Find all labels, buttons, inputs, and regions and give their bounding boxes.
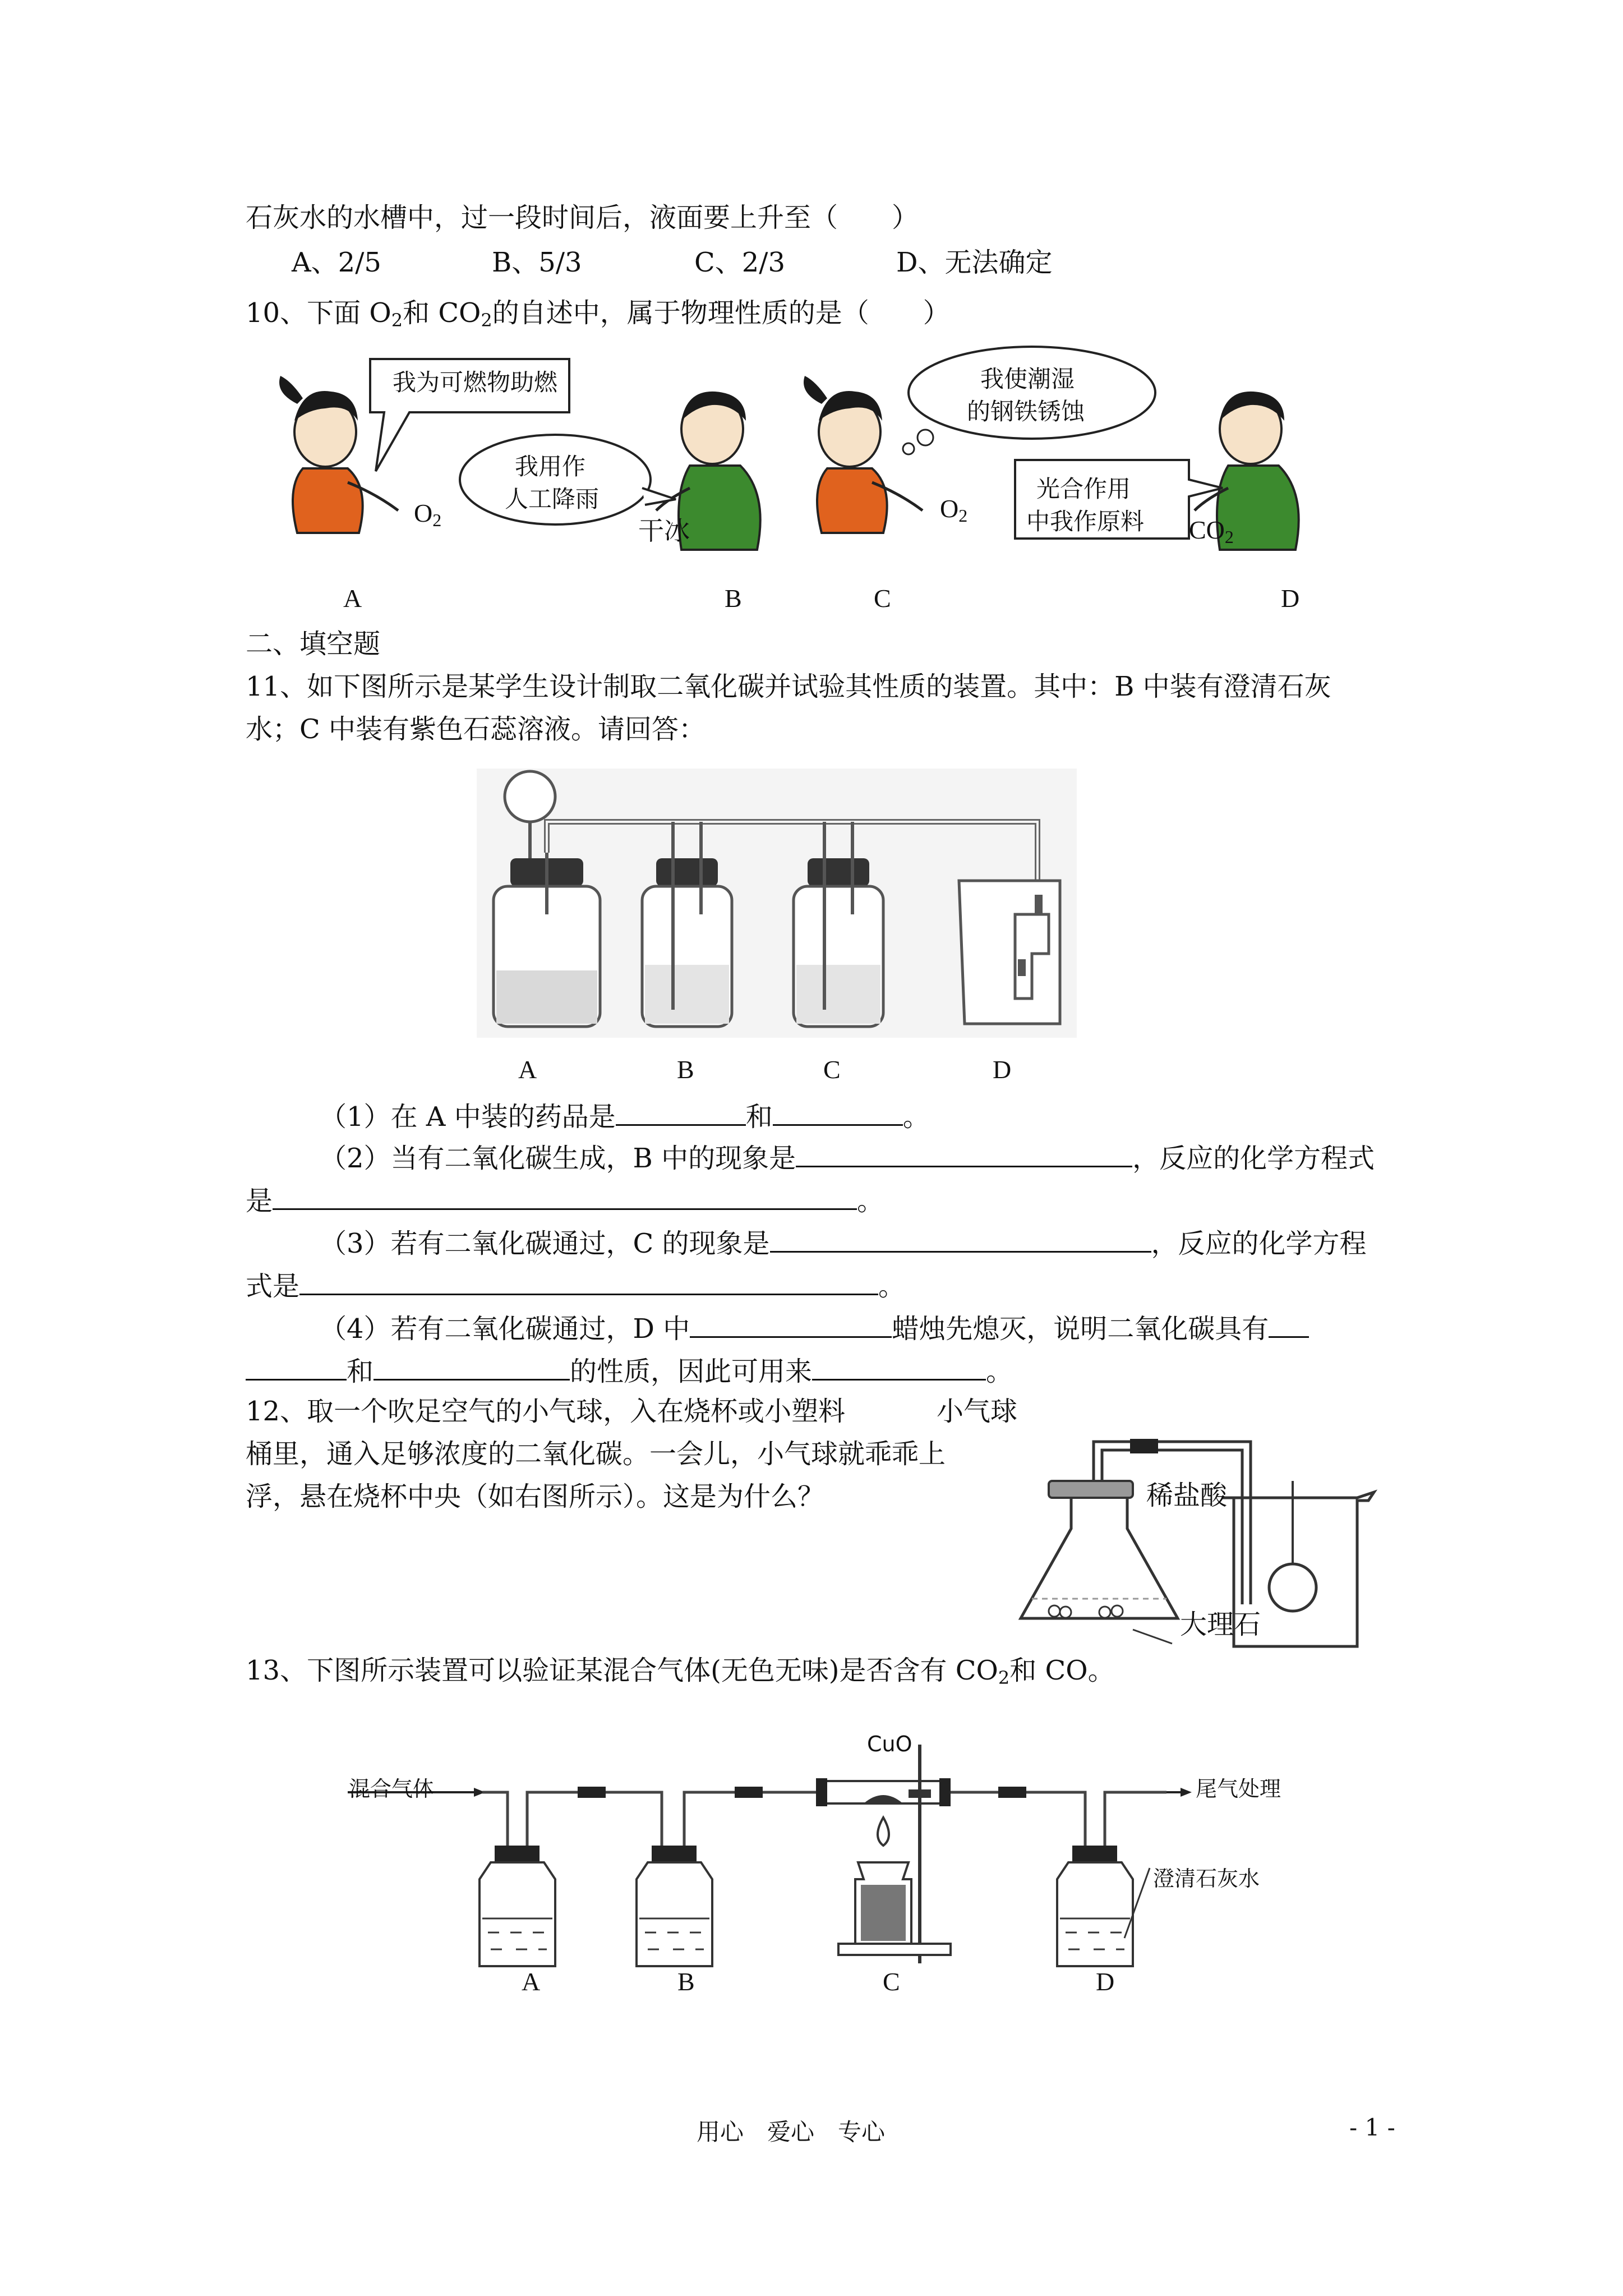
q12-label-marble: 大理石 — [1180, 1609, 1261, 1640]
bottle-a — [479, 1846, 555, 1966]
bottle-d — [1057, 1846, 1150, 1966]
q12-line-2: 桶里，通入足够浓度的二氧化碳。一会儿，小气球就乖乖上 — [246, 1438, 946, 1470]
q11-part-4-line-2: 和 的性质，因此可用来 。 — [246, 1352, 1013, 1388]
q13-label-limewater: 澄清石灰水 — [1153, 1866, 1260, 1891]
blank-3b[interactable] — [299, 1267, 878, 1295]
q11-stem-line-2: 水；C 中装有紫色石蕊溶液。请回答： — [246, 714, 706, 745]
tag-o2-c: $O_2$ — [940, 494, 968, 526]
q10-stem: 10、下面 $O_2$和 $CO_2$的自述中，属于物理性质的是（ ） — [246, 297, 950, 331]
q10-label-b: B — [725, 584, 742, 613]
blank-4b-start[interactable] — [1269, 1309, 1309, 1338]
blank-4c[interactable] — [374, 1352, 570, 1381]
bottle-b — [637, 1846, 712, 1966]
q11-label-b: B — [677, 1055, 694, 1084]
bubble-d-text-1: 光合作用 — [1036, 475, 1131, 503]
bubble-b-text-1: 我用作 — [515, 453, 586, 480]
q13-apparatus-figure — [348, 1733, 1301, 1991]
q13-label-cuo: CuO — [867, 1732, 912, 1756]
bubble-d-text-2: 中我作原料 — [1026, 508, 1145, 535]
blank-2a[interactable] — [796, 1139, 1132, 1167]
q10-label-a: A — [343, 584, 362, 613]
blank-4d[interactable] — [812, 1352, 986, 1381]
q12-label-acid: 稀盐酸 — [1146, 1480, 1228, 1511]
q11-part-2-line-2: 是 。 — [246, 1181, 884, 1218]
q11-part-3-line-1: （3）若有二氧化碳通过，C 的现象是 ，反应的化学方程 — [320, 1224, 1367, 1260]
bubble-c-text-2: 的钢铁锈蚀 — [967, 398, 1085, 425]
bubble-b-text-2: 人工降雨 — [505, 485, 600, 513]
q11-part-1: （1）在 A 中装的药品是 和 。 — [320, 1097, 930, 1134]
q13-label-b: B — [677, 1967, 695, 1996]
q13-label-c: C — [883, 1967, 900, 1996]
blank-1b[interactable] — [773, 1097, 903, 1126]
q11-label-c: C — [823, 1055, 841, 1084]
q13-label-inlet: 混合气体 — [349, 1777, 435, 1801]
blank-4b-end[interactable] — [246, 1352, 347, 1381]
q11-stem-line-1: 11、如下图所示是某学生设计制取二氧化碳并试验其性质的装置。其中：B 中装有澄清石灰 — [246, 671, 1331, 702]
q12-label-balloon: 小气球 — [937, 1396, 1018, 1427]
beaker-d-with-candles — [959, 881, 1060, 1024]
blank-1a[interactable] — [616, 1097, 746, 1126]
footer-slogan: 用心 爱心 专心 — [697, 2118, 886, 2146]
q9-stem: 石灰水的水槽中，过一段时间后，液面要上升至（ ） — [246, 202, 919, 233]
q11-label-d: D — [993, 1055, 1012, 1084]
q9-option-b: B、5/3 — [492, 247, 582, 278]
balloon — [1269, 1564, 1316, 1611]
cuo-tube-with-burner — [816, 1745, 951, 1963]
q12-line-1: 12、取一个吹足空气的小气球，入在烧杯或小塑料 — [246, 1396, 846, 1427]
blank-2b[interactable] — [273, 1181, 857, 1210]
q12-line-3: 浮，悬在烧杯中央（如右图所示）。这是为什么？ — [246, 1481, 825, 1512]
q9-option-a: A、2/5 — [292, 247, 381, 278]
q10-label-c: C — [874, 584, 891, 613]
q11-part-4-line-1: （4）若有二氧化碳通过，D 中 蜡烛先熄灭，说明二氧化碳具有 — [320, 1309, 1309, 1346]
q9-option-d: D、无法确定 — [896, 247, 1053, 278]
q13-label-exhaust: 尾气处理 — [1196, 1777, 1281, 1801]
tag-dry-ice: 干冰 — [638, 516, 690, 546]
q11-label-a: A — [518, 1055, 537, 1084]
q13-label-d: D — [1096, 1967, 1115, 1996]
q11-part-2-line-1: （2）当有二氧化碳生成，B 中的现象是 ，反应的化学方程式 — [320, 1139, 1375, 1175]
q10-label-d: D — [1281, 584, 1300, 613]
section-title-fill-in: 二、填空题 — [246, 628, 381, 660]
q9-option-c: C、2/3 — [694, 247, 785, 278]
separatory-funnel — [505, 771, 555, 822]
bubble-a-text: 我为可燃物助燃 — [393, 369, 558, 396]
blank-3a[interactable] — [770, 1224, 1151, 1253]
tag-co2-d: $CO_2$ — [1189, 516, 1234, 547]
q11-part-3-line-2: 式是 。 — [246, 1267, 905, 1303]
tag-o2-a: $O_2$ — [414, 499, 442, 530]
page-number: - 1 - — [1349, 2114, 1395, 2141]
q13-stem: 13、下图所示装置可以验证某混合气体(无色无味)是否含有 $CO_2$和 CO。 — [246, 1655, 1115, 1688]
q13-label-a: A — [522, 1967, 541, 1996]
blank-4a[interactable] — [690, 1309, 892, 1338]
q11-apparatus-figure — [477, 769, 1077, 1038]
bubble-c-text-1: 我使潮湿 — [980, 365, 1075, 393]
